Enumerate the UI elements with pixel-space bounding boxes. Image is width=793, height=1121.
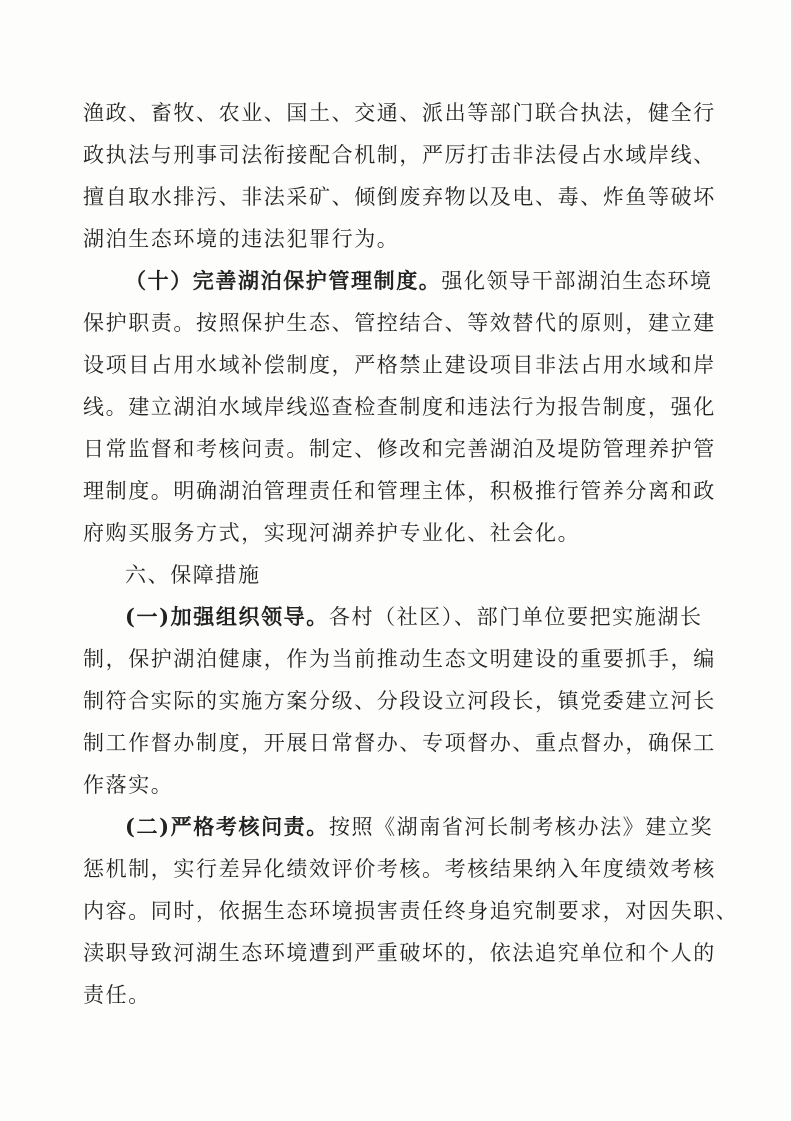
body-line: 保护职责。按照保护生态、管控结合、等效替代的原则，建立建 xyxy=(83,311,716,335)
body-line: 责任。 xyxy=(83,983,151,1007)
body-text: 各村（社区）、部门单位要把实施湖长 xyxy=(328,605,703,629)
body-line: 惩机制，实行差异化绩效评价考核。考核结果纳入年度绩效考核 xyxy=(83,857,716,881)
body-line: 作落实。 xyxy=(83,773,174,797)
body-line: 府购买服务方式，实现河湖养护专业化、社会化。 xyxy=(83,521,581,545)
body-text: 强化领导干部湖泊生态环境 xyxy=(441,269,713,293)
body-line: 湖泊生态环境的违法犯罪行为。 xyxy=(83,227,400,251)
subsection-1-first-line xyxy=(83,596,723,638)
body-line: 渔政、畜牧、农业、国土、交通、派出等部门联合执法，健全行 xyxy=(83,101,716,125)
body-line: 设项目占用水域补偿制度，严格禁止建设项目非法占用水域和岸 xyxy=(83,353,716,377)
body-line: 日常监督和考核问责。制定、修改和完善湖泊及堤防管理养护管 xyxy=(83,437,716,461)
body-text: 按照《湖南省河长制考核办法》建立奖 xyxy=(328,815,714,839)
body-line: 制符合实际的实施方案分级、分段设立河段长，镇党委建立河长 xyxy=(83,689,716,713)
body-line: 内容。同时，依据生态环境损害责任终身追究制要求，对因失职、 xyxy=(83,899,739,923)
subsection-2-heading: (二)严格考核问责。 xyxy=(125,814,329,839)
body-line: 制，保护湖泊健康，作为当前推动生态文明建设的重要抓手，编 xyxy=(83,647,716,671)
subsection-10-heading: （十）完善湖泊保护管理制度。 xyxy=(125,268,442,293)
section-6-title: 六、保障措施 xyxy=(125,563,261,587)
subsection-2-first-line xyxy=(83,806,723,848)
subsection-10-first-line xyxy=(83,260,723,302)
body-line: 理制度。明确湖泊管理责任和管理主体，积极推行管养分离和政 xyxy=(83,479,716,503)
document-body xyxy=(83,92,739,1016)
body-line: 渎职导致河湖生态环境遭到严重破坏的，依法追究单位和个人的 xyxy=(83,941,716,965)
body-line: 制工作督办制度，开展日常督办、专项督办、重点督办，确保工 xyxy=(83,731,716,755)
body-line: 线。建立湖泊水域岸线巡查检查制度和违法行为报告制度，强化 xyxy=(83,395,716,419)
subsection-1-heading: (一)加强组织领导。 xyxy=(125,604,329,629)
body-line: 政执法与刑事司法衔接配合机制，严厉打击非法侵占水域岸线、 xyxy=(83,143,716,167)
body-line: 擅自取水排污、非法采矿、倾倒废弃物以及电、毒、炸鱼等破坏 xyxy=(83,185,716,209)
